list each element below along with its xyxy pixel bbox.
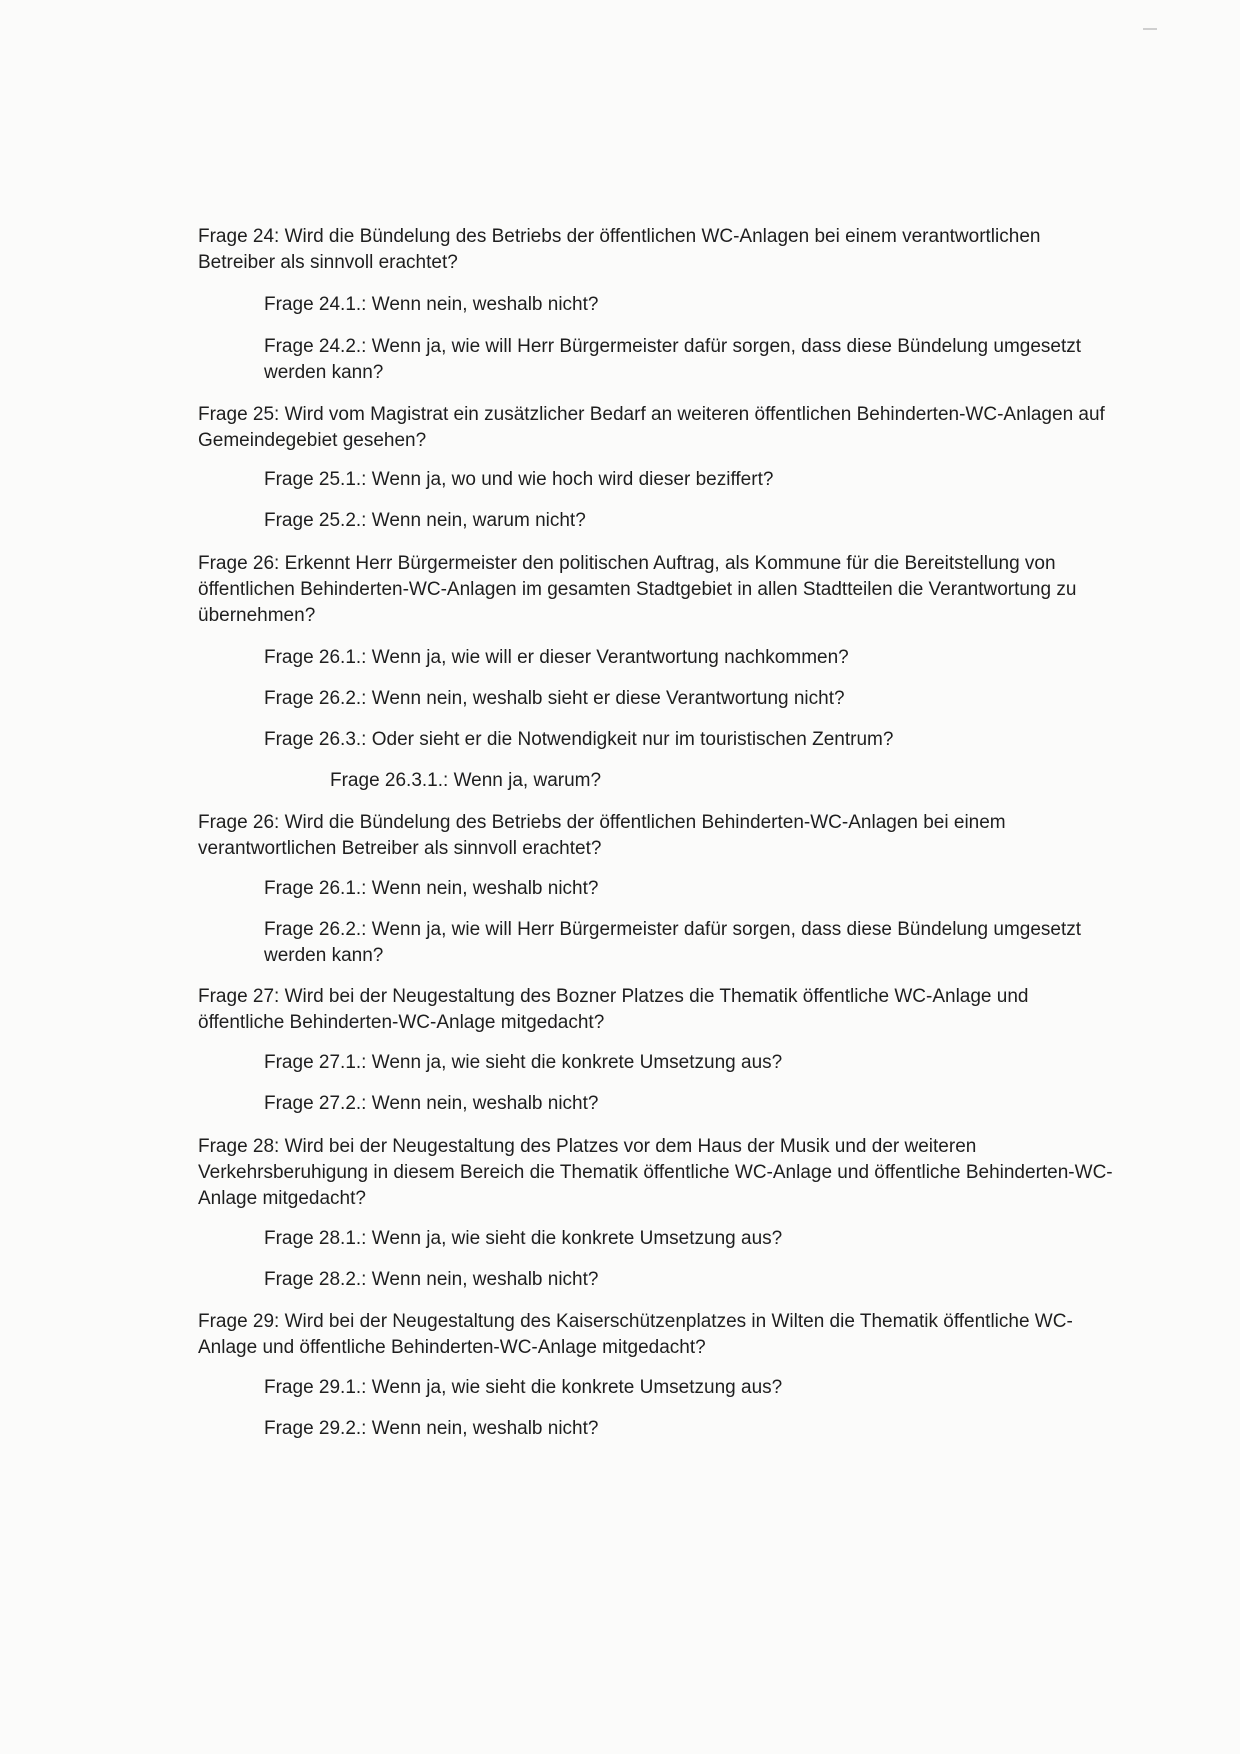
question-26b-2: Frage 26.2.: Wenn ja, wie will Herr Bürgermeister dafür sorgen, dass diese Bündelung umgesetzt werden kann?: [264, 919, 1082, 966]
question-26-3-1: Frage 26.3.1.: Wenn ja, warum?: [330, 770, 602, 791]
scan-mark: [1143, 28, 1157, 30]
question-28: Frage 28: Wird bei der Neugestaltung des Platzes vor dem Haus der Musik und der weiteren Verkehrsberuhigung in diesem Bereich die Thematik öffentliche WC-Anlage und öffentliche Behinderten-WC-Anlage mitgedacht?: [198, 1136, 1113, 1209]
question-26-1: Frage 26.1.: Wenn ja, wie will er dieser Verantwortung nachkommen?: [264, 647, 849, 668]
question-26-3: Frage 26.3.: Oder sieht er die Notwendigkeit nur im touristischen Zentrum?: [264, 729, 894, 750]
question-26-2: Frage 26.2.: Wenn nein, weshalb sieht er diese Verantwortung nicht?: [264, 688, 845, 709]
question-24-2: Frage 24.2.: Wenn ja, wie will Herr Bürgermeister dafür sorgen, dass diese Bündelung umgesetzt werden kann?: [264, 336, 1082, 383]
question-27-1: Frage 27.1.: Wenn ja, wie sieht die konkrete Umsetzung aus?: [264, 1052, 783, 1073]
question-27-2: Frage 27.2.: Wenn nein, weshalb nicht?: [264, 1093, 599, 1114]
question-25-1: Frage 25.1.: Wenn ja, wo und wie hoch wird dieser beziffert?: [264, 469, 774, 490]
question-26b-1: Frage 26.1.: Wenn nein, weshalb nicht?: [264, 878, 599, 899]
question-25-2: Frage 25.2.: Wenn nein, warum nicht?: [264, 510, 586, 531]
question-29-2: Frage 29.2.: Wenn nein, weshalb nicht?: [264, 1418, 599, 1439]
question-24: Frage 24: Wird die Bündelung des Betriebs der öffentlichen WC-Anlagen bei einem verantwortlichen Betreiber als sinnvoll erachtet?: [198, 226, 1041, 273]
question-28-1: Frage 28.1.: Wenn ja, wie sieht die konkrete Umsetzung aus?: [264, 1228, 783, 1249]
question-25: Frage 25: Wird vom Magistrat ein zusätzlicher Bedarf an weiteren öffentlichen Behinderten-WC-Anlagen auf Gemeindegebiet gesehen?: [198, 404, 1105, 451]
question-26b: Frage 26: Wird die Bündelung des Betriebs der öffentlichen Behinderten-WC-Anlagen bei einem verantwortlichen Betreiber als sinnvoll erachtet?: [198, 812, 1006, 859]
question-29-1: Frage 29.1.: Wenn ja, wie sieht die konkrete Umsetzung aus?: [264, 1377, 783, 1398]
question-27: Frage 27: Wird bei der Neugestaltung des Bozner Platzes die Thematik öffentliche WC-Anlage und öffentliche Behinderten-WC-Anlage mitgedacht?: [198, 986, 1029, 1033]
question-24-1: Frage 24.1.: Wenn nein, weshalb nicht?: [264, 294, 599, 315]
question-28-2: Frage 28.2.: Wenn nein, weshalb nicht?: [264, 1269, 599, 1290]
question-29: Frage 29: Wird bei der Neugestaltung des Kaiserschützenplatzes in Wilten die Thematik öffentliche WC-Anlage und öffentliche Behinderten-WC-Anlage mitgedacht?: [198, 1311, 1073, 1358]
question-26: Frage 26: Erkennt Herr Bürgermeister den politischen Auftrag, als Kommune für die Bereitstellung von öffentlichen Behinderten-WC-Anlagen im gesamten Stadtgebiet in allen Stadtteilen die Verantwortung zu übernehmen?: [198, 553, 1077, 626]
